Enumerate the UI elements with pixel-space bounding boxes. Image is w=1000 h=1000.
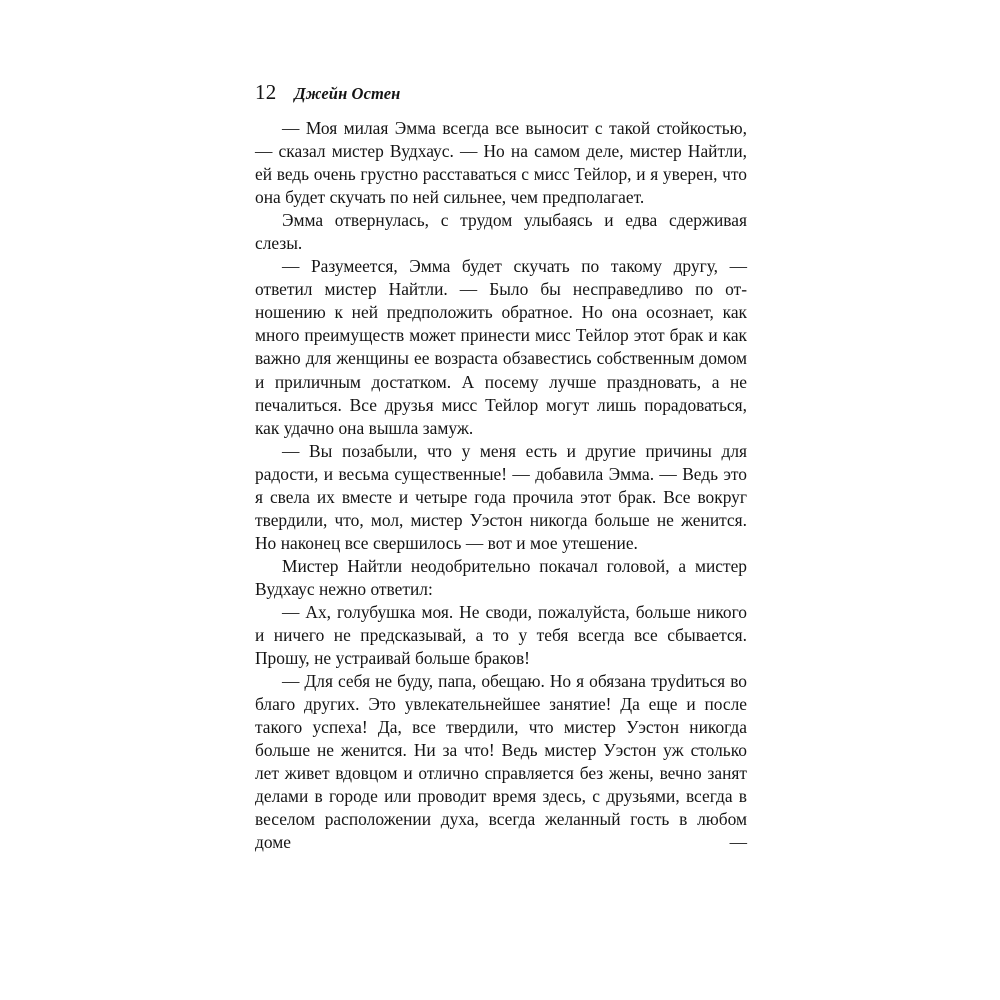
paragraph: — Для себя не буду, папа, обещаю. Но я обязана труdиться во благо других. Это увлекательнейшее занятие! Да еще и после такого успеха! Да, все твердили, что мистер Уэстон никогда больше не женится. Ни за что! Ведь мистер Уэстон уж столько лет живет вдовцом и отлично справляется без жены, вечно занят делами в городе или проводит время здесь, с друзьями, всегда в веселом расположении духа, всегда желанный гость в любом доме — bbox=[255, 671, 747, 853]
paragraph: — Разумеется, Эмма будет скучать по такому другу, — ответил мистер Найтли. — Было бы несправедливо по отношению к ней предположить обратное. Но она осознает, как много преимуществ может принести мисс Тейлор этот брак и как важно для женщины ее возраста обзавестись собственным домом и приличным достатком. А посему лучше праздновать, а не печалиться. Все друзья мисс Тейлор могут лишь порадоваться, как удачно она вышла замуж. bbox=[255, 256, 747, 438]
paragraph: — Вы позабыли, что у меня есть и другие причины для радости, и весьма существенные! — добавила Эмма. — Ведь это я свела их вместе и четыре года прочила этот брак. Все вокруг твердили, что, мол, мистер Уэстон никогда больше не женится. Но наконец все свершилось — вот и мое утешение. bbox=[255, 440, 747, 553]
body-text-column bbox=[255, 117, 747, 855]
page-number: 12 bbox=[255, 80, 277, 104]
paragraph: — Моя милая Эмма всегда все выносит с такой стойкостью, — сказал мистер Вудхаус. — Но на самом деле, мистер Найтли, ей ведь очень грустно расставаться с мисс Тейлор, и я уверен, что она будет скучать по ней сильнее, чем предполагает. bbox=[255, 118, 747, 208]
running-title-author: Джейн Остен bbox=[294, 84, 401, 103]
paragraph: Мистер Найтли неодобрительно покачал головой, а мистер Вудхаус нежно ответил: bbox=[255, 555, 747, 599]
paragraph: — Ах, голубушка моя. Не своди, пожалуйста, больше никого и ничего не предсказывай, а то у тебя всегда все сбывается. Прошу, не устраивай больше браков! bbox=[255, 601, 747, 669]
running-head bbox=[255, 82, 745, 103]
paragraph: Эмма отвернулась, с трудом улыбаясь и едва сдерживая слезы. bbox=[255, 210, 747, 254]
